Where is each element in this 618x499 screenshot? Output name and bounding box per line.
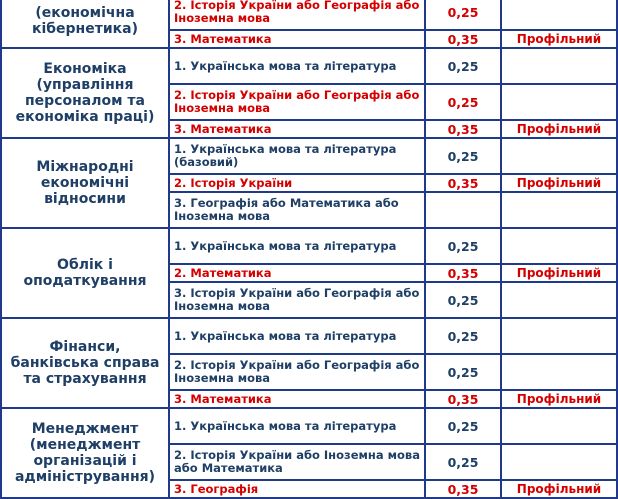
level-cell: Профільний: [501, 480, 617, 498]
level-cell: [501, 318, 617, 354]
level-cell: [501, 354, 617, 390]
coefficient-cell: 0,25: [425, 0, 501, 30]
subject-cell: 2. Математика: [169, 264, 425, 282]
subject-cell: 3. Географія: [169, 480, 425, 498]
subject-cell: 1. Українська мова та література: [169, 48, 425, 84]
table-row: [1, 138, 617, 174]
specialty-cell: Менеджмент (менеджмент організацій і адміністрування): [1, 408, 169, 498]
level-cell: Профільний: [501, 390, 617, 408]
level-cell: Профільний: [501, 120, 617, 138]
level-cell: [501, 0, 617, 30]
subject-cell: 2. Історія України: [169, 174, 425, 192]
subject-cell: 3. Математика: [169, 390, 425, 408]
coefficient-cell: 0,35: [425, 264, 501, 282]
level-cell: [501, 48, 617, 84]
coefficient-cell: 0,25: [425, 282, 501, 318]
table-row: [1, 408, 617, 444]
subject-cell: 1. Українська мова та література: [169, 408, 425, 444]
coefficient-cell: 0,25: [425, 228, 501, 264]
table-row: [1, 48, 617, 84]
subject-cell: 2. Історія України або Географія або Іноземна мова: [169, 0, 425, 30]
coefficient-cell: 0,25: [425, 444, 501, 480]
table-row: [1, 318, 617, 354]
admissions-table-body: [1, 0, 617, 498]
subject-cell: 3. Географія або Математика або Іноземна мова: [169, 192, 425, 228]
subject-cell: 3. Математика: [169, 120, 425, 138]
coefficient-cell: [425, 192, 501, 228]
subject-cell: 1. Українська мова та література (базовий): [169, 138, 425, 174]
table-row: [1, 228, 617, 264]
level-cell: [501, 84, 617, 120]
subject-cell: 2. Історія України або Географія або Іноземна мова: [169, 84, 425, 120]
specialty-cell: Економіка (управління персоналом та економіка праці): [1, 48, 169, 138]
specialty-cell: Облік і оподаткування: [1, 228, 169, 318]
coefficient-cell: 0,25: [425, 318, 501, 354]
coefficient-cell: 0,35: [425, 120, 501, 138]
coefficient-cell: 0,25: [425, 84, 501, 120]
specialty-cell: Міжнародні економічні відносини: [1, 138, 169, 228]
level-cell: [501, 408, 617, 444]
table-row: [1, 0, 617, 30]
subject-cell: 1. Українська мова та література: [169, 318, 425, 354]
specialty-cell: Фінанси, банківська справа та страхування: [1, 318, 169, 408]
subject-cell: 3. Математика: [169, 30, 425, 48]
level-cell: Профільний: [501, 174, 617, 192]
coefficient-cell: 0,25: [425, 138, 501, 174]
level-cell: Профільний: [501, 30, 617, 48]
coefficient-cell: 0,35: [425, 390, 501, 408]
subject-cell: 2. Історія України або Іноземна мова або Математика: [169, 444, 425, 480]
subject-cell: 1. Українська мова та література: [169, 228, 425, 264]
level-cell: [501, 228, 617, 264]
coefficient-cell: 0,35: [425, 30, 501, 48]
level-cell: [501, 192, 617, 228]
coefficient-cell: 0,25: [425, 354, 501, 390]
coefficient-cell: 0,25: [425, 408, 501, 444]
coefficient-cell: 0,35: [425, 480, 501, 498]
specialty-cell: (економічна кібернетика): [1, 0, 169, 48]
level-cell: [501, 138, 617, 174]
level-cell: [501, 444, 617, 480]
level-cell: [501, 282, 617, 318]
level-cell: Профільний: [501, 264, 617, 282]
coefficient-cell: 0,25: [425, 48, 501, 84]
subject-cell: 3. Історія України або Географія або Іноземна мова: [169, 282, 425, 318]
coefficient-cell: 0,35: [425, 174, 501, 192]
subject-cell: 2. Історія України або Географія або Іноземна мова: [169, 354, 425, 390]
